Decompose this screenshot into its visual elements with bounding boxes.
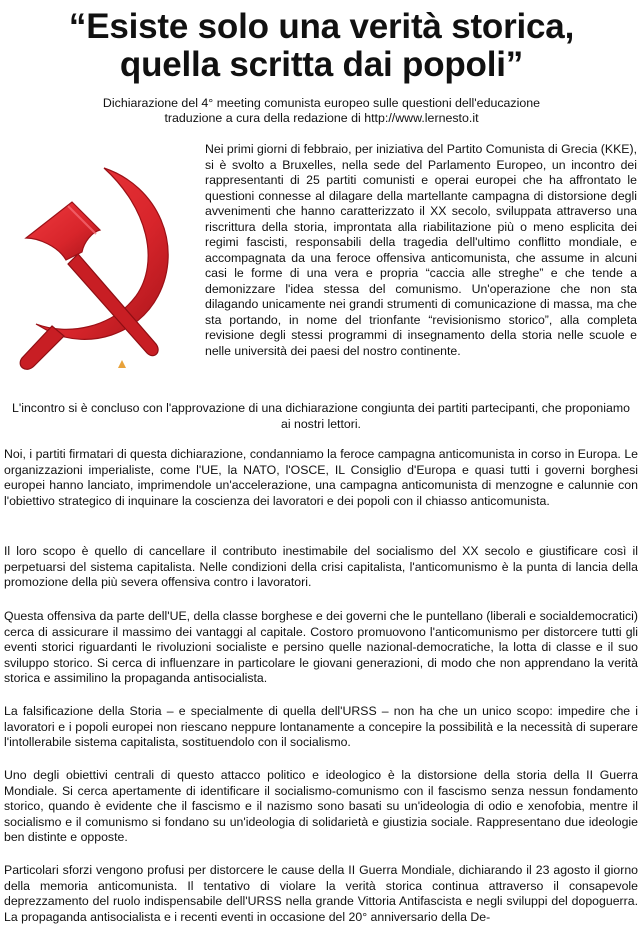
body-paragraph-2: Il loro scopo è quello di cancellare il contributo inestimabile del socialismo del XX secolo e giustificare così il perpetuarsi del sistema capitalista. Nelle condizioni della crisi capitalista, l'anticomunismo è la punta di lancia della promozione della più severa offensiva contro i lavoratori. [4,544,638,589]
hammer-and-sickle-icon [8,146,192,374]
body-paragraph-3: Questa offensiva da parte dell'UE, della classe borghese e dei governi che le puntellano (liberali e socialdemocratici) cerca di assicurare il massimo dei vantaggi al capitale. Costoro promuovono l'anticomunismo per distorcere tutti gli eventi storici riguardanti le rivoluzioni socialiste e persino quelle nazional-democratiche, la lotta di classe e il suo sviluppo storico. Si cerca di influenzare in particolare le giovani generazioni, di modo che non apprendano la verità storica e assimilino la propaganda antisocialista. [4,609,638,685]
body-paragraph-4: La falsificazione della Storia – e specialmente di quella dell'URSS – non ha che un unico scopo: impedire che i lavoratori e i popoli europei non riescano neppure lontanamente a concepire la possibilità e la necessità di superare l'intollerabile sistema capitalista, sostituendolo con il socialismo. [4,704,638,749]
body-paragraph-5: Uno degli obiettivi centrali di questo attacco politico e ideologico è la distorsione della storia della II Guerra Mondiale. Si cerca apertamente di identificare il socialismo-comunismo con il fascismo senza nessun fondamento storico, quando è evidente che il fascismo e il nazismo sono basati su un'ideologia di odio e xenofobia, mentre il socialismo e il comunismo si fondano su un'ideologia di solidarietà e giustizia sociale. Rappresentano due ideologie ben distinte e opposte. [4,768,638,844]
document-subtitle [0,96,643,126]
subtitle-line-2: traduzione a cura della redazione di http://www.lernesto.it [164,111,479,125]
title-line-1: “Esiste solo una verità storica, [68,7,575,46]
intro-paragraph: Nei primi giorni di febbraio, per iniziativa del Partito Comunista di Grecia (KKE), si è svolto a Bruxelles, nella sede del Parlamento Europeo, un incontro dei rappresentanti di 25 partiti comunisti e operai europei che ha affrontato le questioni connesse al dilagare della martellante campagna di distorsione degli avvenimenti che hanno caratterizzato il XX secolo, sviluppata attraverso una riscrittura della storia, improntata alla riabilitazione più o meno esplicita dei regimi fascisti, responsabili della tragedia dell'ultimo conflitto mondiale, e accompagnata da una feroce offensiva anticomunista, che assume in alcuni casi le forme di una vera e propria “caccia alle streghe” e che tende a demonizzare l'idea stessa del comunismo. Un'operazione che non sta dilagando unicamente nei grandi strumenti di comunicazione di massa, ma che sta portando, in nome del trionfante “revisionismo storico”, alla completa revisione degli stessi programmi di insegnamento della storia nelle scuole e nelle università dei paesi del nostro continente. [205,142,637,358]
body-paragraph-1: Noi, i partiti firmatari di questa dichiarazione, condanniamo la feroce campagna anticomunista in corso in Europa. Le organizzazioni imperialiste, come l'UE, la NATO, l'OSCE, IL Consiglio d'Europa e quasi tutti i governi borghesi europei hanno lanciato, imprimendole un'accelerazione, una campagna anticomunista di menzogne e calunnie con l'obiettivo strategico di inquinare la coscienza dei lavoratori e dei popoli con il chiasso anticomunista. [4,447,638,508]
title-line-2: quella scritta dai popoli” [119,45,524,84]
body-paragraph-6: Particolari sforzi vengono profusi per distorcere le cause della II Guerra Mondiale, dichiarando il 23 agosto il giorno della memoria anticomunista. Il tentativo di violare la verità storica continua attraverso il consapevole deprezzamento del ruolo indispensabile dell'URSS nella grande Vittoria Antifascista e negli sviluppi del dopoguerra. La propaganda antisocialista e i recenti eventi in occasione del 20° anniversario della De- [4,863,638,924]
subtitle-line-1: Dichiarazione del 4° meeting comunista europeo sulle questioni dell'educazione [102,96,541,110]
document-title [0,8,643,84]
conclusion-note: L'incontro si è concluso con l'approvazione di una dichiarazione congiunta dei partiti partecipanti, che proponiamo ai nostri lettori. [12,401,630,431]
